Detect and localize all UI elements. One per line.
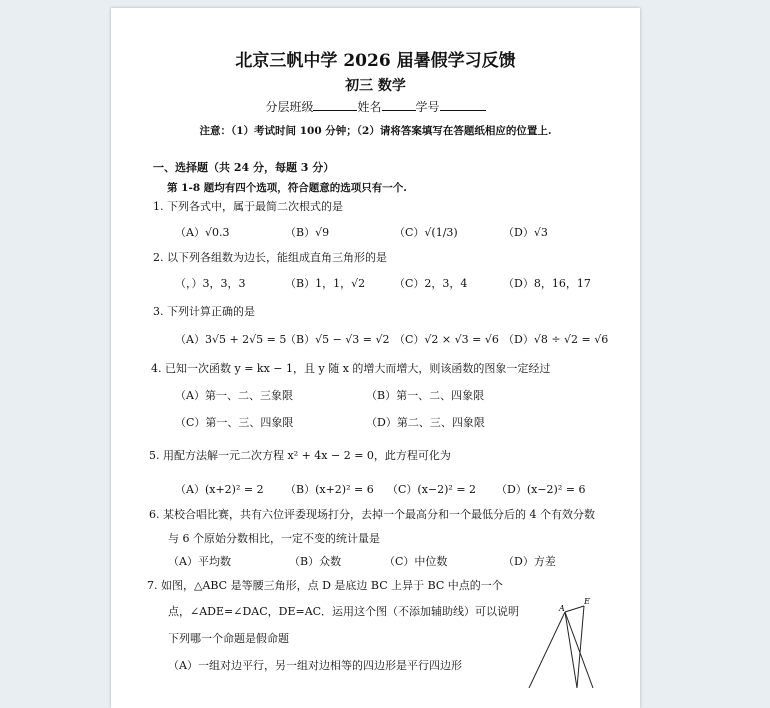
question-6-stem: 6. 某校合唱比赛，共有六位评委现场打分，去掉一个最高分和一个最低分后的 4 个有效分数 [149, 508, 595, 521]
q5-option-c: （C）(x−2)² = 2 [387, 483, 477, 496]
class-blank [313, 99, 357, 111]
q5-option-d: （D）(x−2)² = 6 [496, 483, 586, 496]
q3-option-b: （B）√5 − √3 = √2 [285, 333, 390, 346]
question-1-stem: 1. 下列各式中，属于最简二次根式的是 [153, 200, 343, 213]
page-title: 北京三帆中学 2026 届暑假学习反馈 [235, 51, 516, 71]
question-3-stem: 3. 下列计算正确的是 [153, 305, 255, 318]
q4-option-c: （C）第一、三、四象限 [175, 416, 294, 429]
q1-option-a: （A）√0.3 [175, 226, 230, 239]
q6-option-b: （B）众数 [289, 555, 342, 568]
question-7-stem-2: 点，∠ADE=∠DAC，DE=AC．运用这个图（不添加辅助线）可以说明 [168, 605, 520, 618]
q6-option-a: （A）平均数 [168, 555, 231, 568]
document-page [111, 8, 640, 708]
student-info-fields [111, 99, 640, 114]
name-label: 姓名 [357, 100, 382, 114]
q1-option-b: （B）√9 [285, 226, 330, 239]
q7-option-a: （A）一组对边平行，另一组对边相等的四边形是平行四边形 [168, 659, 462, 672]
q3-option-c: （C）√2 × √3 = √6 [394, 333, 499, 346]
q4-option-b: （B）第一、二、四象限 [366, 389, 485, 402]
geometry-figure [521, 598, 611, 688]
q2-option-a: （，）3，3，3 [175, 277, 246, 290]
page-subtitle: 初三 数学 [345, 78, 406, 94]
section-instruction: 第 1-8 题均有四个选项，符合题意的选项只有一个. [167, 182, 407, 194]
q1-option-d: （D）√3 [503, 226, 548, 239]
q2-option-c: （C）2，3，4 [394, 277, 468, 290]
question-6-stem-2: 与 6 个原始分数相比，一定不变的统计量是 [168, 532, 380, 545]
id-blank [440, 99, 486, 111]
q5-option-a: （A）(x+2)² = 2 [175, 483, 264, 496]
exam-note: 注意：（1）考试时间 100 分钟；（2）请将答案填写在答题纸相应的位置上. [199, 125, 552, 137]
figure-label-e: E [584, 598, 590, 606]
question-7-stem-3: 下列哪一个命题是假命题 [168, 632, 289, 645]
q2-option-b: （B）1，1，√2 [285, 277, 366, 290]
q1-option-c: （C）√(1/3) [394, 226, 458, 239]
q3-option-a: （A）3√5 + 2√5 = 5 [175, 333, 287, 346]
q2-option-d: （D）8，16，17 [503, 277, 591, 290]
figure-label-a: A [559, 604, 565, 613]
q6-option-d: （D）方差 [503, 555, 556, 568]
q4-option-d: （D）第二、三、四象限 [366, 416, 485, 429]
question-2-stem: 2. 以下列各组数为边长，能组成直角三角形的是 [153, 251, 387, 264]
question-5-stem: 5. 用配方法解一元二次方程 x² + 4x − 2 = 0，此方程可化为 [149, 449, 451, 462]
question-7-stem: 7. 如图，△ABC 是等腰三角形，点 D 是底边 BC 上异于 BC 中点的一个 [147, 579, 503, 592]
section-heading: 一、选择题（共 24 分，每题 3 分） [153, 161, 335, 174]
name-blank [382, 99, 416, 111]
class-label: 分层班级 [265, 100, 314, 114]
q4-option-a: （A）第一、二、三象限 [175, 389, 293, 402]
id-label: 学号 [415, 100, 440, 114]
q6-option-c: （C）中位数 [384, 555, 448, 568]
q5-option-b: （B）(x+2)² = 6 [285, 483, 374, 496]
question-4-stem: 4. 已知一次函数 y = kx − 1，且 y 随 x 的增大而增大，则该函数的图象一定经过 [151, 362, 551, 375]
q3-option-d: （D）√8 ÷ √2 = √6 [503, 333, 609, 346]
